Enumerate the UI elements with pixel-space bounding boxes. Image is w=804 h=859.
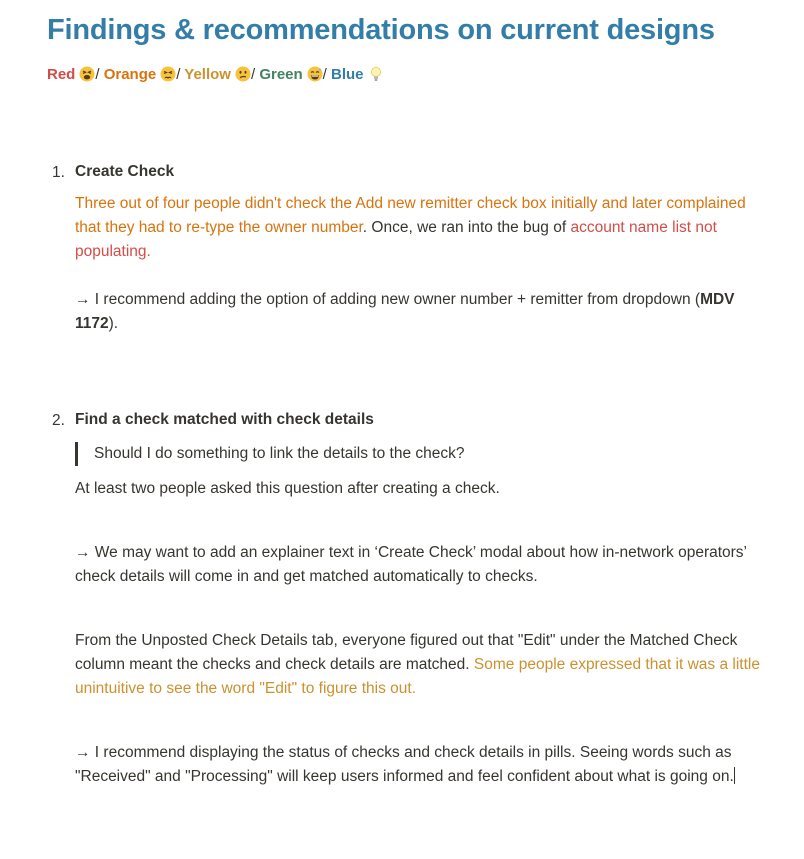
finding-paragraph: At least two people asked this question after creating a check. <box>75 480 500 497</box>
yellow-highlight-text: Some people expressed that it was a little unintuitive to see the word "Edit" to figure this out. <box>75 656 760 697</box>
recommendation-text: → I recommend displaying the status of checks and check details in pills. Seeing words such as "Received" and "Processing" will keep users informed and feel confident about what is going on. <box>75 744 734 785</box>
confused-face-icon <box>235 66 251 82</box>
section-heading: Find a check matched with check details <box>75 411 374 428</box>
list-number: 1. <box>52 164 65 181</box>
legend-separator: / <box>322 66 327 83</box>
legend-yellow-label: Yellow <box>184 66 231 83</box>
red-highlight-text: account name list not populating. <box>75 219 717 260</box>
list-number: 2. <box>52 412 65 429</box>
persevering-face-icon <box>160 66 176 82</box>
plain-text: From the Unposted Check Details tab, everyone figured out that "Edit" under the Matched Check column meant the checks and check details are matched. <box>75 632 738 673</box>
recommendation-paragraph <box>75 288 765 336</box>
recommendation-suffix: ). <box>108 315 119 332</box>
recommendation-paragraph[interactable] <box>75 741 765 789</box>
orange-highlight-text: Three out of four people didn't check the Add new remitter check box initially and later complained that they had to re-type the owner number <box>75 195 746 236</box>
legend-green-label: Green <box>259 66 303 83</box>
legend-orange-label: Orange <box>103 66 157 83</box>
quote-bar <box>75 442 78 466</box>
grinning-sweat-face-icon <box>307 66 323 82</box>
color-legend <box>47 66 384 83</box>
legend-separator: / <box>95 66 100 83</box>
text-cursor <box>734 767 735 784</box>
legend-red-label: Red <box>47 66 76 83</box>
user-quote: Should I do something to link the details to the check? <box>94 445 465 462</box>
plain-text: . Once, we ran into the bug of <box>362 219 571 236</box>
section-heading: Create Check <box>75 163 175 180</box>
legend-blue-label: Blue <box>331 66 364 83</box>
finding-paragraph <box>75 629 765 701</box>
ticket-reference: MDV 1172 <box>75 291 735 332</box>
finding-paragraph <box>75 192 765 264</box>
legend-separator: / <box>250 66 256 83</box>
light-bulb-icon <box>368 66 384 82</box>
recommendation-text: → I recommend adding the option of adding new owner number + remitter from dropdown ( <box>75 291 701 308</box>
recommendation-paragraph: → We may want to add an explainer text in ‘Create Check’ modal about how in-network operators’ check details will come in and get matched automatically to checks. <box>75 544 747 585</box>
page-title: Findings & recommendations on current designs <box>47 14 715 46</box>
legend-separator: / <box>176 66 181 83</box>
tired-face-icon <box>79 66 95 82</box>
